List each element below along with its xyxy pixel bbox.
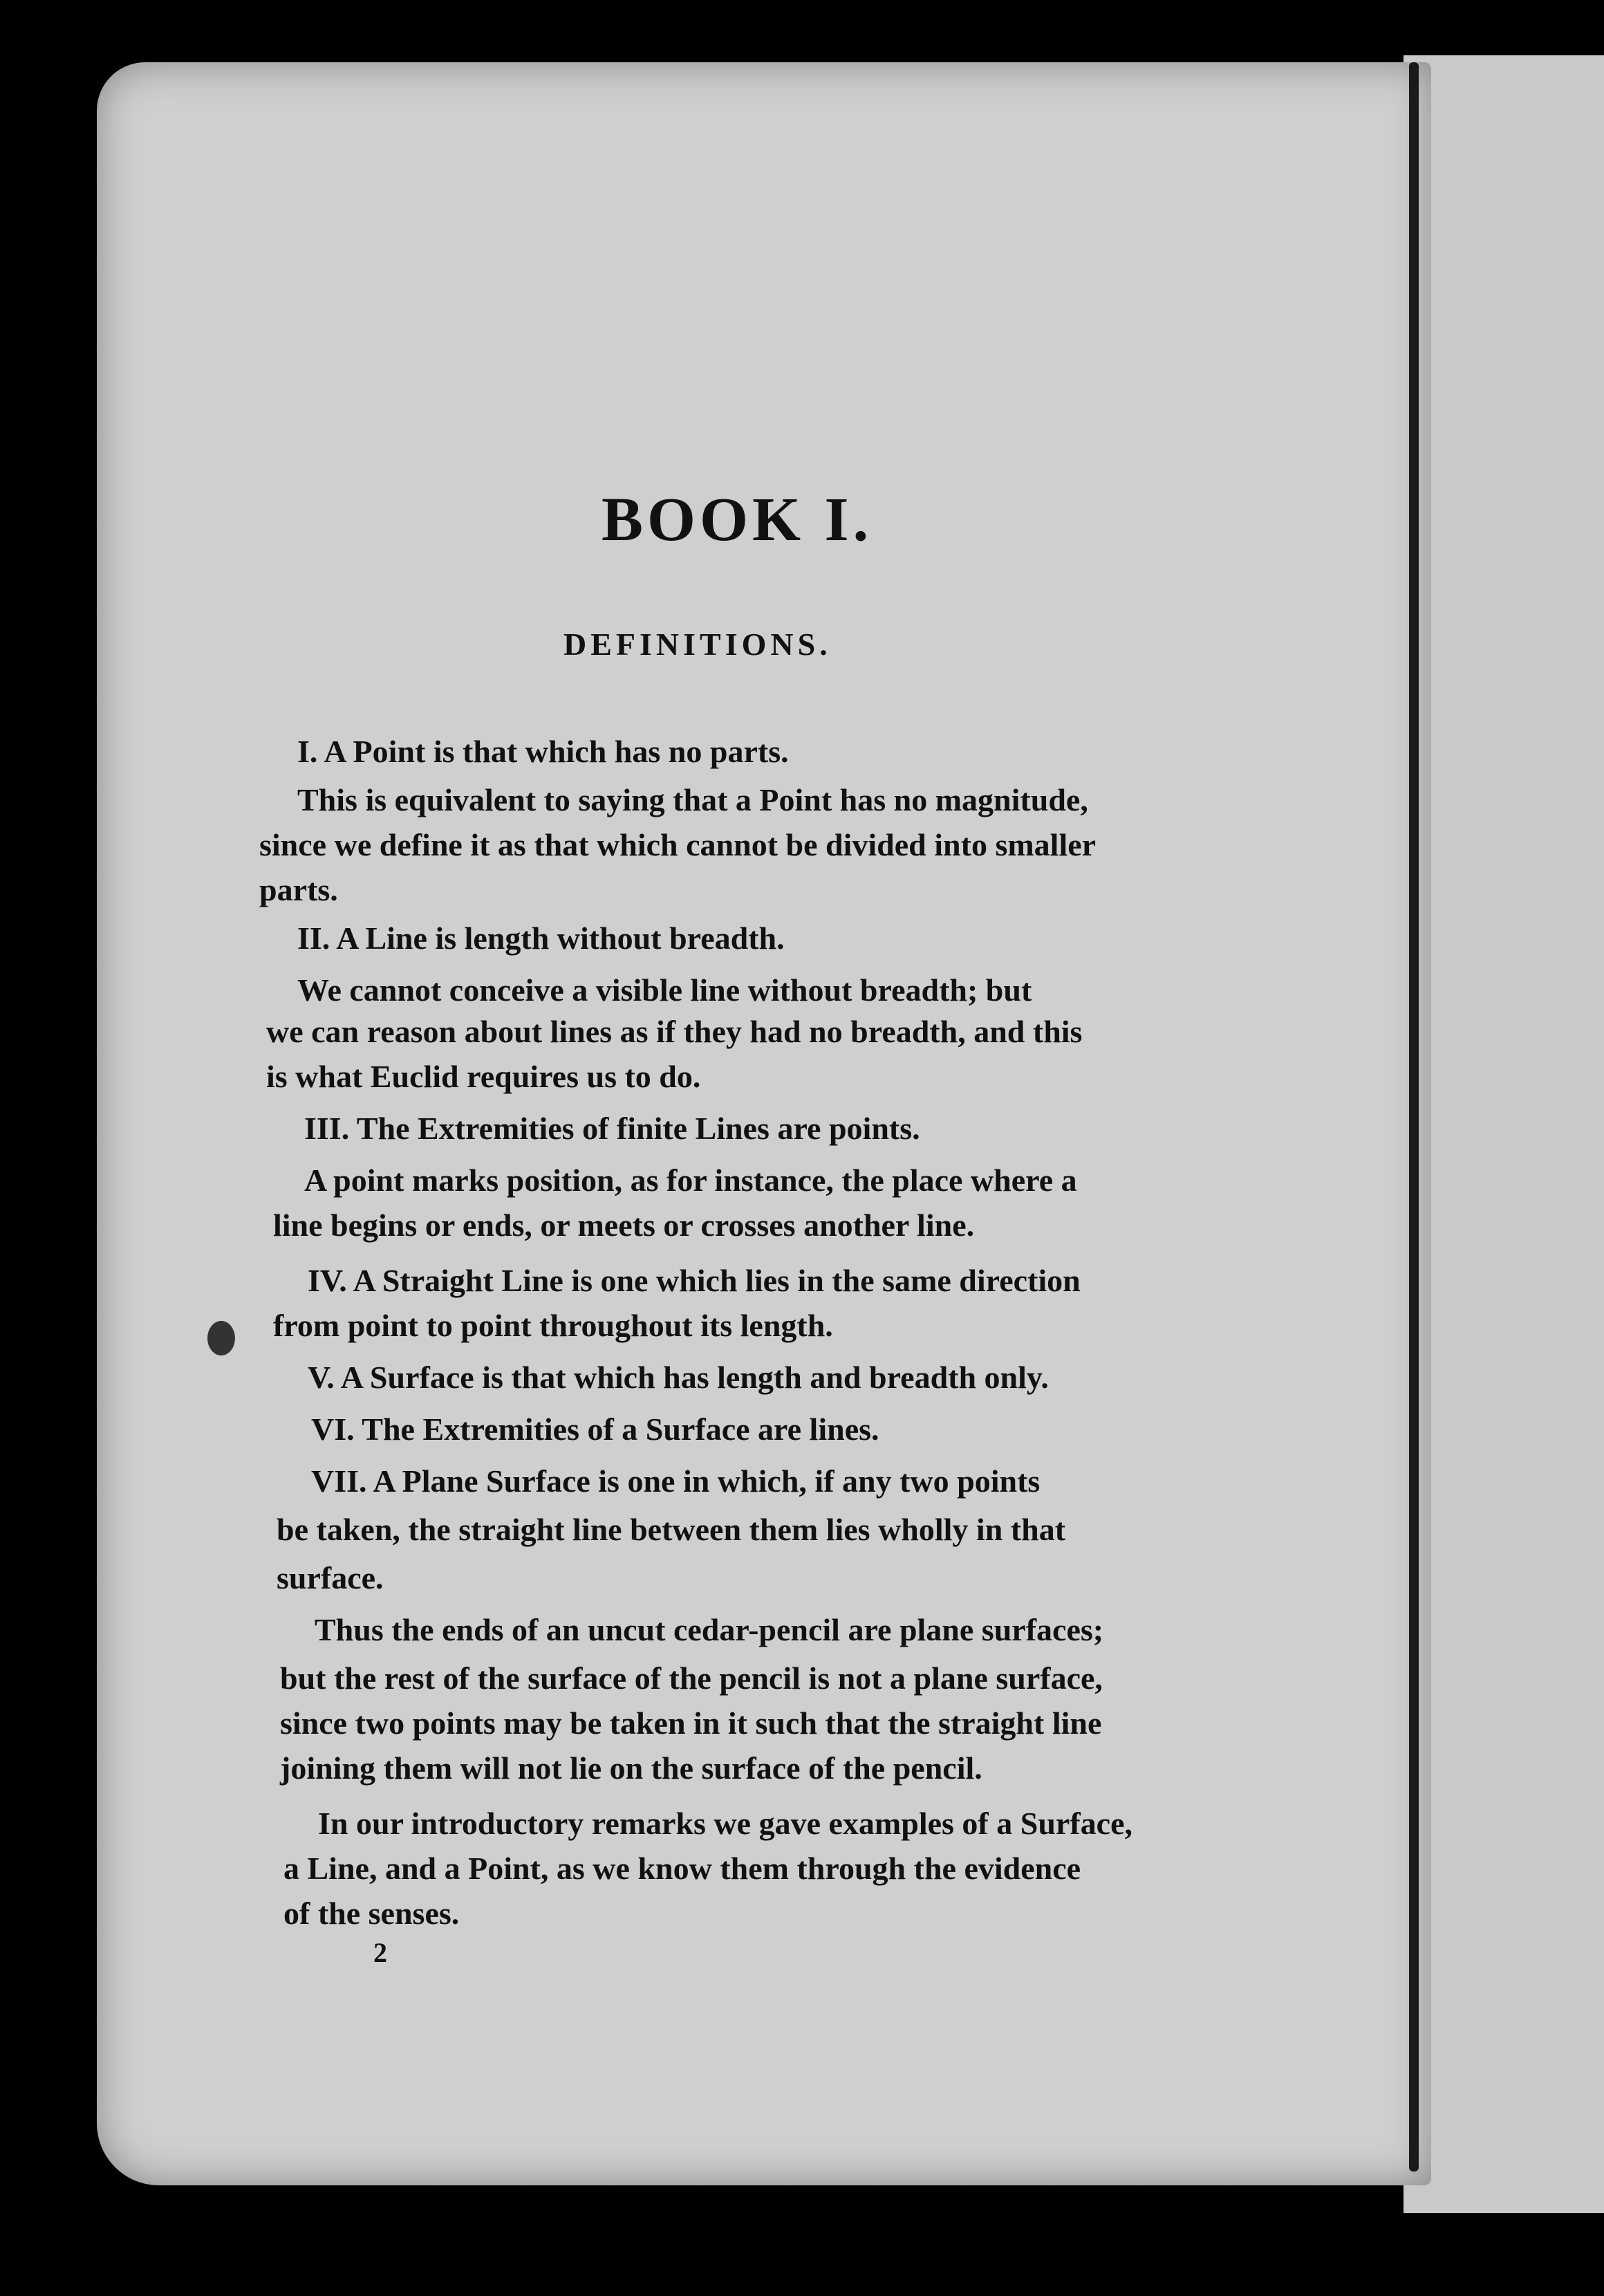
text-line: In our introductory remarks we gave examples of a Surface, bbox=[318, 1806, 1132, 1841]
text-line: from point to point throughout its length. bbox=[273, 1308, 833, 1343]
text-line: we can reason about lines as if they had no breadth, and this bbox=[266, 1014, 1083, 1049]
text-line: II. A Line is length without breadth. bbox=[297, 920, 785, 956]
book-gutter bbox=[1409, 62, 1419, 2172]
text-line: IV. A Straight Line is one which lies in the same direction bbox=[308, 1263, 1081, 1298]
text-line: line begins or ends, or meets or crosses another line. bbox=[273, 1207, 975, 1243]
text-line: surface. bbox=[277, 1560, 384, 1595]
text-line: V. A Surface is that which has length and breadth only. bbox=[308, 1360, 1049, 1395]
text-line: VII. A Plane Surface is one in which, if any two points bbox=[311, 1463, 1041, 1499]
text-line: Thus the ends of an uncut cedar-pencil are plane surfaces; bbox=[315, 1612, 1104, 1647]
text-line: VI. The Extremities of a Surface are lines. bbox=[311, 1411, 879, 1447]
book-title: BOOK I. bbox=[602, 485, 873, 554]
text-line: but the rest of the surface of the pencil is not a plane surface, bbox=[280, 1660, 1103, 1696]
text-line: since we define it as that which cannot be divided into smaller bbox=[259, 827, 1097, 862]
definitions-heading: DEFINITIONS. bbox=[563, 627, 832, 662]
text-line: joining them will not lie on the surface of the pencil. bbox=[280, 1750, 982, 1786]
ink-spot bbox=[207, 1321, 235, 1355]
text-line: This is equivalent to saying that a Point has no magnitude, bbox=[297, 782, 1088, 817]
facing-page bbox=[1404, 55, 1604, 2213]
text-line: A point marks position, as for instance, the place where a bbox=[304, 1163, 1077, 1198]
text-line: is what Euclid requires us to do. bbox=[266, 1059, 701, 1094]
text-line: a Line, and a Point, as we know them through the evidence bbox=[283, 1851, 1081, 1886]
text-line: parts. bbox=[259, 872, 338, 907]
text-line: of the senses. bbox=[283, 1896, 460, 1931]
page-number: 2 bbox=[373, 1937, 387, 1968]
text-line: III. The Extremities of finite Lines are points. bbox=[304, 1111, 920, 1146]
text-line: be taken, the straight line between them lies wholly in that bbox=[277, 1512, 1066, 1547]
text-line: since two points may be taken in it such that the straight line bbox=[280, 1705, 1102, 1741]
text-line: We cannot conceive a visible line without breadth; but bbox=[297, 972, 1032, 1008]
text-line: I. A Point is that which has no parts. bbox=[297, 734, 789, 769]
